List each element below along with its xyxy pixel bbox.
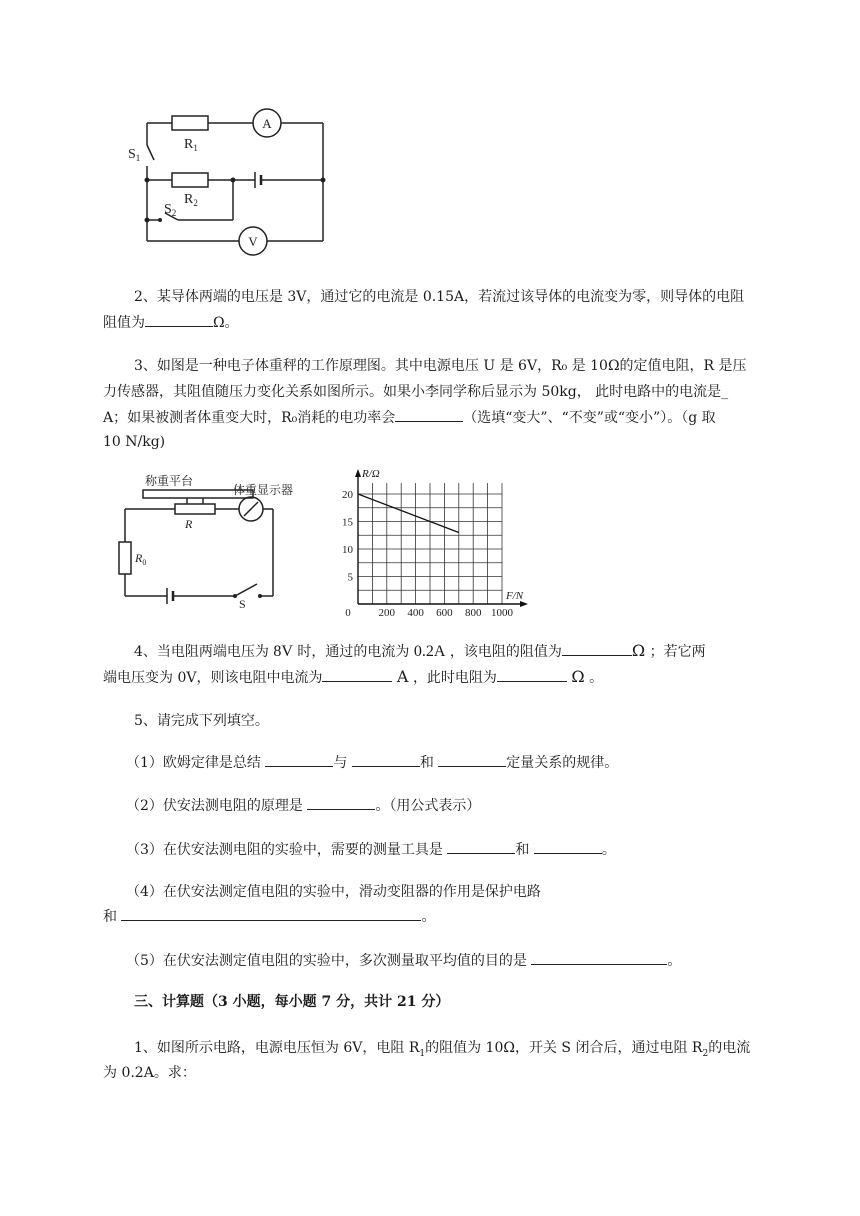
answer-blank[interactable]	[497, 665, 567, 682]
answer-blank[interactable]	[121, 904, 421, 921]
q3-line2: 力传感器，其阻值随压力变化关系如图所示。如果小李同学称后显示为 50kg， 此时电路中的电流是_	[103, 384, 729, 400]
circuit-diagram-1	[120, 100, 340, 255]
answer-blank[interactable]	[307, 793, 375, 810]
series-line	[358, 494, 459, 533]
q2-line2: 阻值为 Ω。	[103, 310, 239, 335]
answer-blank[interactable]	[562, 639, 632, 656]
answer-blank[interactable]	[352, 750, 420, 767]
calc-q1-line2: 为 0.2A。求：	[103, 1065, 196, 1081]
svg-text:S2: $S_2$	[164, 202, 177, 218]
resistance-force-chart	[330, 468, 524, 619]
label-s1: S	[128, 147, 136, 162]
q5-sub5: （5）在伏安法测定值电阻的实验中，多次测量取平均值的目的是 。	[126, 948, 681, 973]
x-tick-label: 0	[345, 607, 351, 619]
q5-sub3: （3）在伏安法测电阻的实验中，需要的测量工具是 和 。	[126, 837, 616, 862]
answer-blank[interactable]	[322, 665, 392, 682]
y-axis-arrow	[355, 469, 361, 477]
q3-line4: 10 N/kg)	[103, 434, 166, 450]
label-r2: R	[184, 192, 194, 207]
label-s2: S	[164, 202, 172, 217]
q4-line2: 端电压变为 0V，则该电阻中电流为 A ，此时电阻为 Ω 。	[103, 667, 604, 686]
q5-sub2: （2）伏安法测电阻的原理是 。（用公式表示）	[126, 793, 480, 818]
svg-text:R2: $R_2$	[184, 192, 198, 208]
q5-sub4-line2: 和 。	[103, 904, 435, 929]
platform-label: 称重平台	[145, 474, 194, 488]
y-tick-label: 15	[342, 516, 353, 529]
svg-text:R0: $R_0$	[135, 551, 147, 567]
answer-blank[interactable]	[534, 837, 602, 854]
label-s: S	[239, 597, 246, 611]
svg-text:S1: $S_1$	[128, 147, 141, 163]
x-tick-label: 800	[464, 607, 482, 619]
display-label: 体重显示器	[233, 483, 294, 497]
q5-intro: 5、请完成下列填空。	[134, 713, 269, 729]
resistor-r1	[172, 116, 208, 130]
ammeter-label: A	[262, 116, 272, 131]
answer-blank[interactable]	[145, 310, 213, 327]
y-tick-label: 10	[342, 544, 353, 556]
pressure-sensor-r	[175, 504, 215, 514]
x-tick-label: 600	[436, 607, 453, 619]
switch-s1	[147, 145, 154, 160]
voltmeter-label: V	[248, 234, 258, 249]
section3-heading: 三、计算题（3 小题，每小题 7 分，共计 21 分）	[134, 994, 450, 1010]
x-tick-label: 200	[378, 607, 396, 619]
y-tick-label: 20	[342, 489, 353, 501]
answer-blank[interactable]	[395, 405, 463, 422]
label-r: R	[185, 517, 193, 531]
answer-blank[interactable]	[447, 837, 515, 854]
resistor-r0	[119, 542, 131, 574]
q2-line1: 2、某导体两端的电压是 3V，通过它的电流是 0.15A，若流过该导体的电流变为零，则导体的电阻	[134, 289, 745, 305]
q5-sub4-line1: （4）在伏安法测定值电阻的实验中，滑动变阻器的作用是保护电路	[126, 884, 541, 900]
answer-blank[interactable]	[531, 948, 667, 965]
x-tick-label: 400	[407, 607, 424, 619]
x-tick-label: 1000	[491, 607, 513, 619]
q5-sub1: （1）欧姆定律是总结 与 和 定量关系的规律。	[126, 750, 618, 775]
y-axis-label: R/Ω	[362, 468, 380, 480]
scale-circuit-diagram	[105, 472, 315, 612]
q3-line1: 3、如图是一种电子体重秤的工作原理图。其中电源电压 U 是 6V，R₀ 是 10Ω的定值电阻，R 是压	[134, 358, 747, 374]
answer-blank[interactable]	[438, 750, 506, 767]
switch-s	[235, 584, 257, 596]
svg-text:R1: $R_1$	[184, 137, 198, 153]
q4-line1: 4、当电阻两端电压为 8V 时，通过的电流为 0.2A ，该电阻的阻值为 Ω ；若它两	[134, 641, 706, 660]
label-r1: R	[184, 137, 194, 152]
calc-q1-line1: 1、如图所示电路，电源电压恒为 6V，电阻 $R_1$的阻值为 10Ω，开关 S 闭合后，通过电阻 $R_2$的电流	[134, 1040, 751, 1059]
q3-line3: A；如果被测者体重变大时，R₀消耗的电功率会 （选填“变大”、“不变”或“变小”）。（g 取	[103, 405, 716, 430]
label-r0: R	[135, 551, 143, 565]
answer-blank[interactable]	[265, 750, 333, 767]
x-axis-label: F/N	[506, 590, 524, 602]
resistor-r2	[172, 173, 208, 187]
y-tick-label: 5	[347, 571, 353, 584]
